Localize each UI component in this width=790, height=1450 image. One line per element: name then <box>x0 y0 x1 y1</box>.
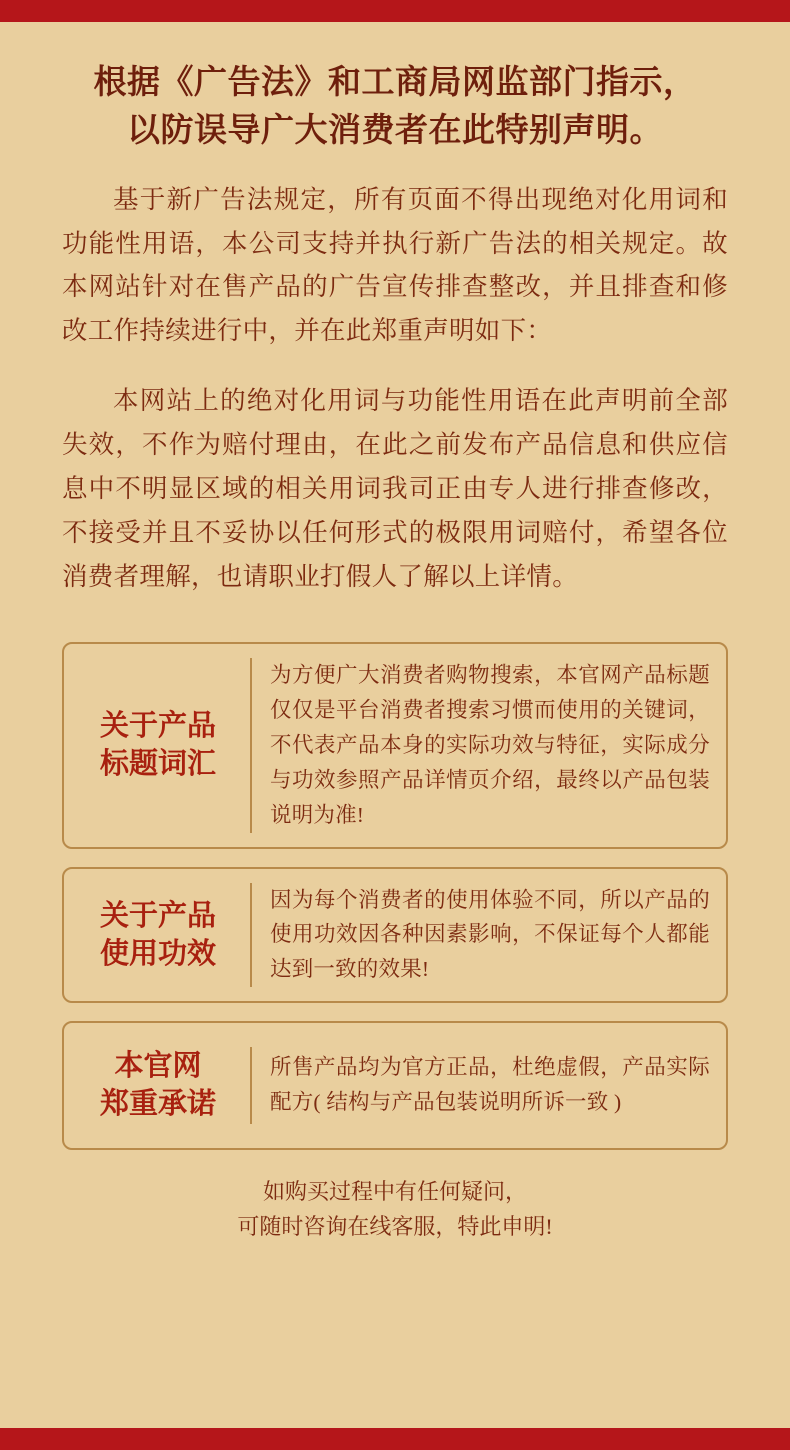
statement-card-title-line-1: 本官网 <box>114 1050 202 1083</box>
statement-card-body: 所售产品均为官方正品，杜绝虚假，产品实际配方( 结构与产品包装说明所诉一致 ) <box>270 1055 710 1115</box>
statement-card-title-line-2: 郑重承诺 <box>99 1088 216 1121</box>
bottom-accent-bar <box>0 1428 790 1450</box>
footer-note <box>62 1174 728 1245</box>
statement-card-title <box>80 883 252 987</box>
footer-note-line-1: 如购买过程中有任何疑问， <box>262 1178 527 1204</box>
statement-card-body: 因为每个消费者的使用体验不同，所以产品的使用功效因各种因素影响，不保证每个人都能达到一致的效果! <box>270 887 710 982</box>
statement-card-title <box>80 658 252 832</box>
page-title-line-1: 根据《广告法》和工商局网监部门指示， <box>93 65 697 101</box>
statement-card-product-efficacy <box>62 867 728 1003</box>
top-accent-bar <box>0 0 790 22</box>
declaration-paragraph-2: 本网站上的绝对化用词与功能性用语在此声明前全部失效，不作为赔付理由，在此之前发布产品信息和供应信息中不明显区域的相关用词我司正由专人进行排查修改，不接受并且不妥协以任何形式的极限用词赔付，希望各位消费者理解，也请职业打假人了解以上详情。 <box>62 386 728 591</box>
statement-card-product-title <box>62 642 728 848</box>
statement-card-title-line-2: 使用功效 <box>99 937 216 970</box>
statement-card-title-line-1: 关于产品 <box>99 710 216 743</box>
page-title-line-2: 以防误导广大消费者在此特别声明。 <box>127 112 663 149</box>
declaration-content <box>0 22 790 1428</box>
statement-card-list <box>62 642 728 1149</box>
statement-card-title-line-2: 标题词汇 <box>99 748 216 781</box>
statement-card-official-promise <box>62 1021 728 1150</box>
statement-card-body: 为方便广大消费者购物搜索，本官网产品标题仅仅是平台消费者搜索习惯而使用的关键词，不代表产品本身的实际功效与特征，实际成分与功效参照产品详情页介绍，最终以产品包装说明为准! <box>270 663 710 827</box>
footer-note-line-2: 可随时咨询在线客服，特此申明! <box>237 1214 553 1240</box>
declaration-paragraph-1: 基于新广告法规定，所有页面不得出现绝对化用词和功能性用语，本公司支持并执行新广告法的相关规定。故本网站针对在售产品的广告宣传排查整改，并且排查和修改工作持续进行中，并在此郑重声明如下： <box>62 184 728 346</box>
statement-card-title <box>80 1047 252 1124</box>
statement-card-title-line-1: 关于产品 <box>99 899 216 932</box>
page-title <box>62 60 728 156</box>
